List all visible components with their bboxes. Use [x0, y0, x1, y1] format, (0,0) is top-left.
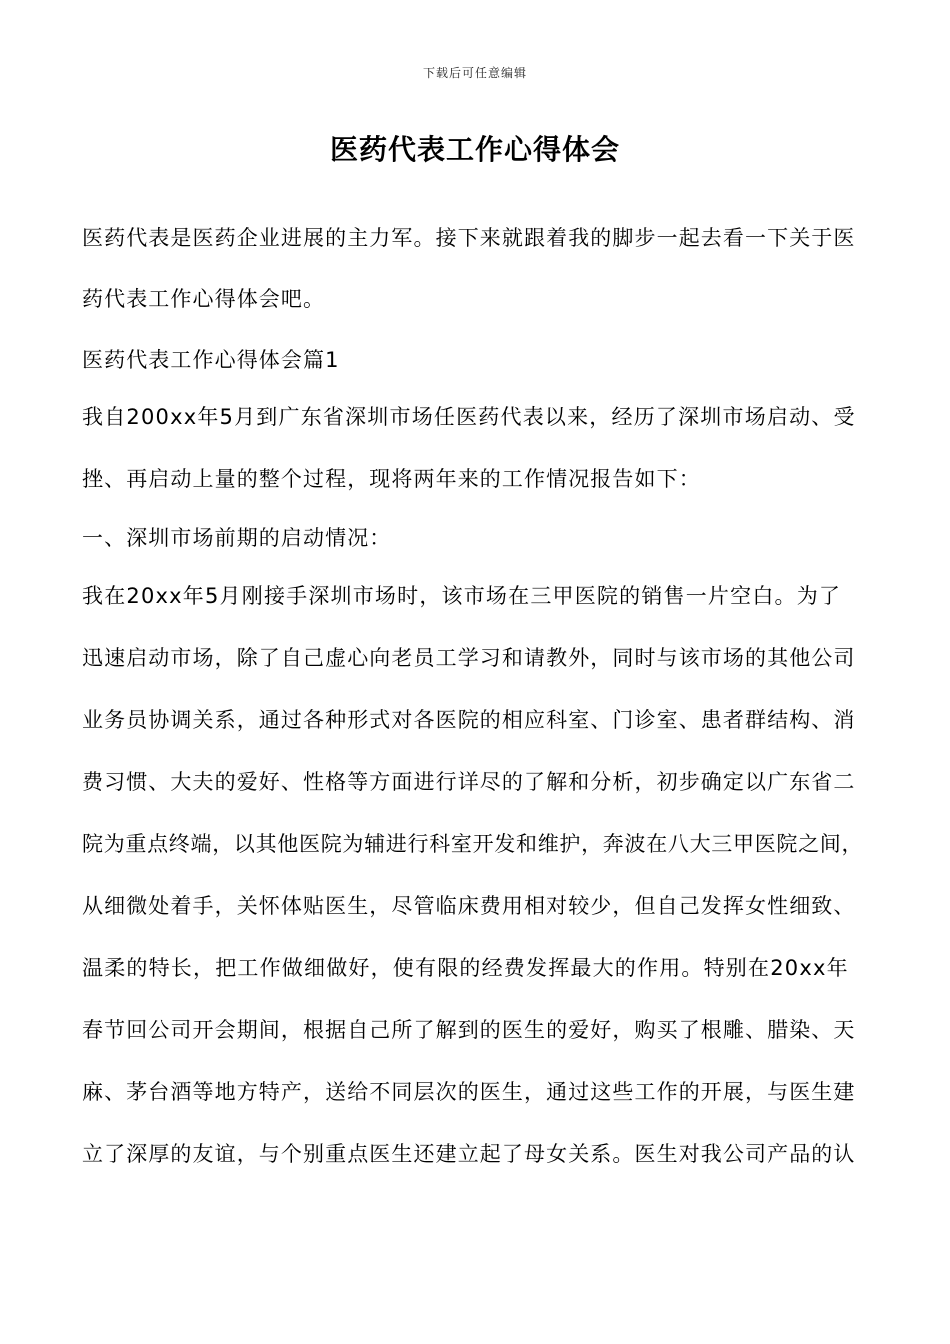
paragraph-line: 麻、茅台酒等地方特产，送给不同层次的医生，通过这些工作的开展，与医生建	[82, 1080, 856, 1104]
header-note: 下载后可任意编辑	[422, 66, 527, 80]
section-heading: 医药代表工作心得体会篇1	[82, 348, 340, 372]
paragraph-line: 立了深厚的友谊，与个别重点医生还建立起了母女关系。医生对我公司产品的认	[82, 1142, 856, 1166]
document-title: 医药代表工作心得体会	[329, 133, 620, 166]
paragraph-line: 我在20xx年5月刚接手深圳市场时，该市场在三甲医院的销售一片空白。为了	[82, 584, 842, 608]
paragraph-line: 从细微处着手，关怀体贴医生，尽管临床费用相对较少，但自己发挥女性细致、	[82, 894, 856, 918]
paragraph-line: 温柔的特长，把工作做细做好，使有限的经费发挥最大的作用。特别在20xx年	[82, 956, 849, 980]
paragraph-line: 我自200xx年5月到广东省深圳市场任医药代表以来，经历了深圳市场启动、受	[82, 405, 856, 429]
section-heading: 一、深圳市场前期的启动情况：	[82, 526, 392, 550]
paragraph-line: 业务员协调关系，通过各种形式对各医院的相应科室、门诊室、患者群结构、消	[82, 708, 856, 732]
paragraph-line: 药代表工作心得体会吧。	[82, 287, 326, 311]
paragraph-line: 院为重点终端，以其他医院为辅进行科室开发和维护，奔波在八大三甲医院之间，	[82, 832, 864, 856]
paragraph-line: 迅速启动市场，除了自己虚心向老员工学习和请教外，同时与该市场的其他公司	[82, 646, 856, 670]
paragraph-line: 挫、再启动上量的整个过程，现将两年来的工作情况报告如下：	[82, 467, 701, 491]
paragraph-line: 费习惯、大夫的爱好、性格等方面进行详尽的了解和分析，初步确定以广东省二	[82, 770, 856, 794]
paragraph-line: 医药代表是医药企业进展的主力军。接下来就跟着我的脚步一起去看一下关于医	[82, 226, 856, 250]
paragraph-line: 春节回公司开会期间，根据自己所了解到的医生的爱好，购买了根雕、腊染、天	[82, 1018, 856, 1042]
